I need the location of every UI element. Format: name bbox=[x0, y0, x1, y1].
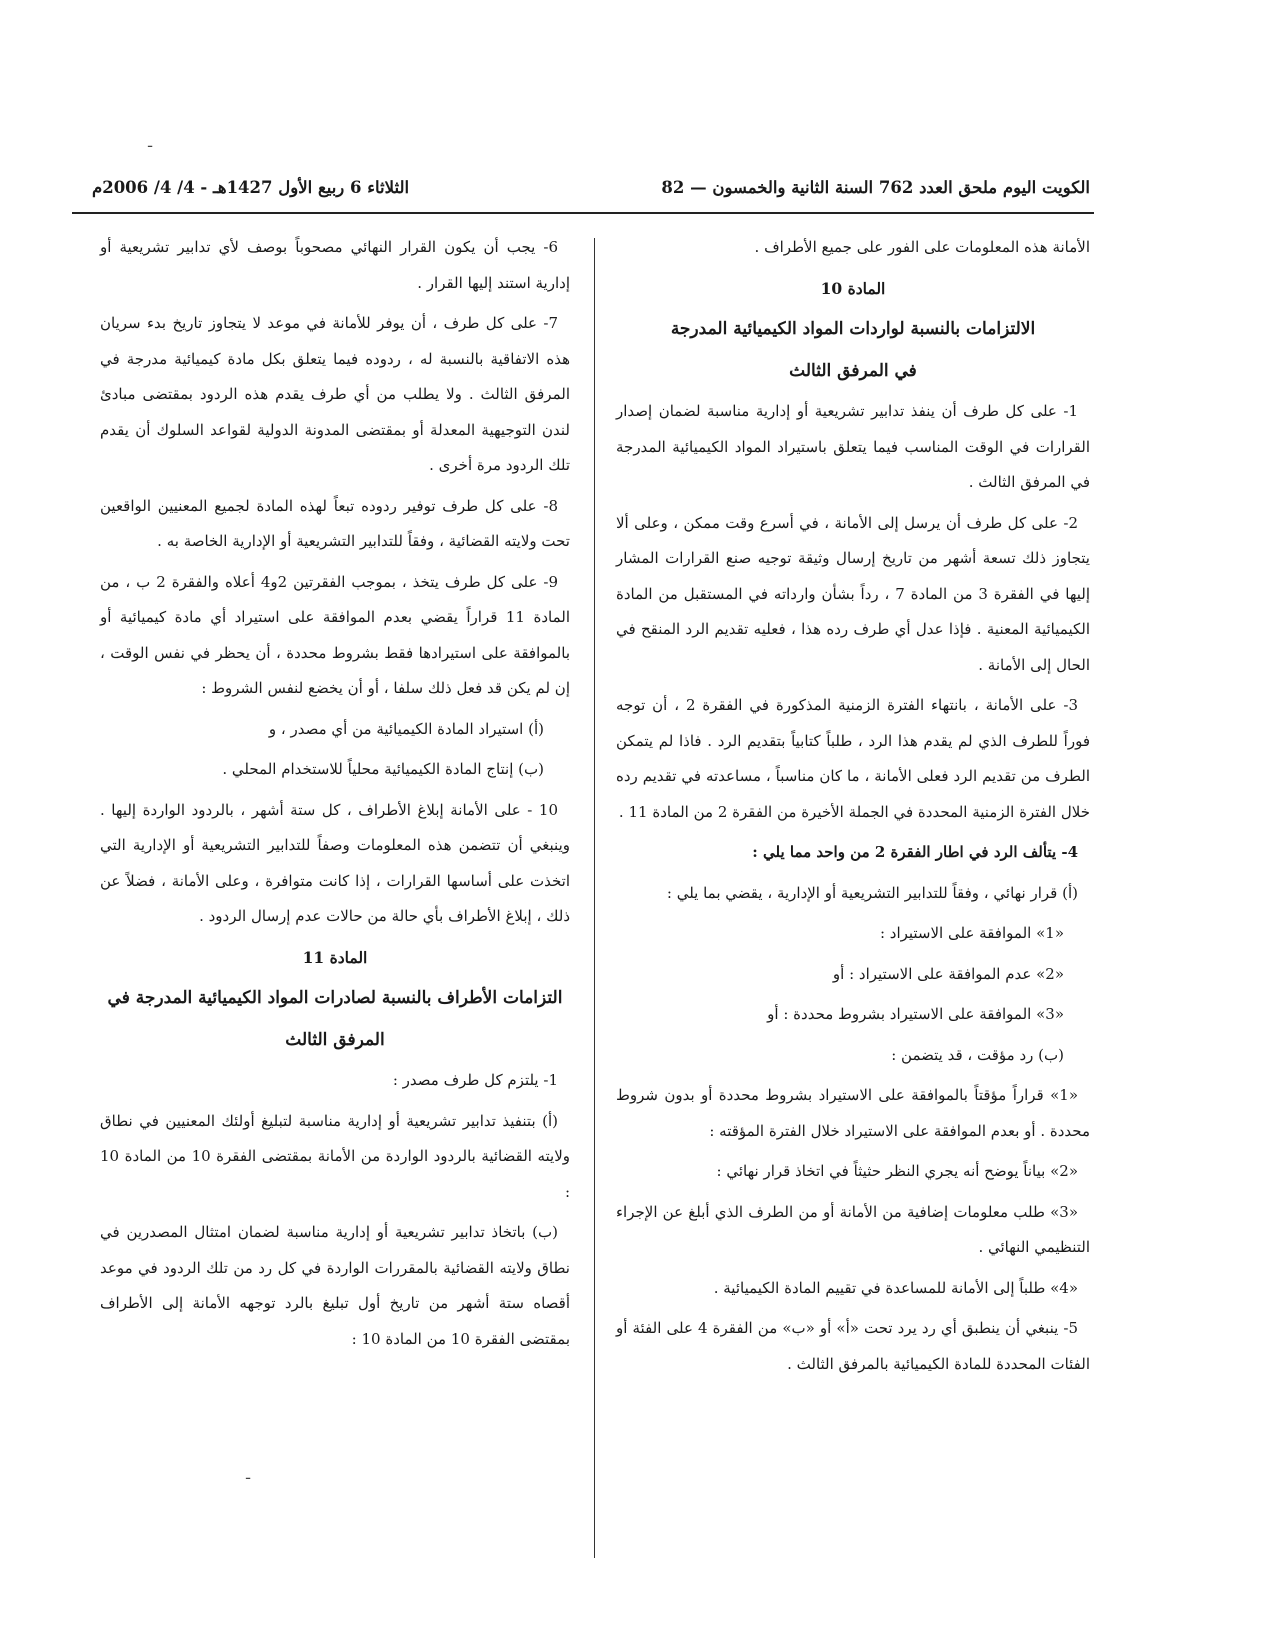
article-10-item-4b-4: «4» طلباً إلى الأمانة للمساعدة في تقييم المادة الكيميائية . bbox=[713, 1278, 1078, 1297]
article-10-item-4a-2: «2» عدم الموافقة على الاستيراد : أو bbox=[832, 964, 1064, 983]
article-11-heading-line2: المرفق الثالث bbox=[285, 1030, 385, 1050]
header-date: الثلاثاء 6 ربيع الأول 1427هـ - 4/ 4/ 2006م bbox=[92, 178, 410, 197]
left-column bbox=[100, 230, 570, 1362]
running-header bbox=[92, 178, 1090, 202]
article-10-paragraph-10: 10 - على الأمانة إبلاغ الأطراف ، كل ستة أشهر ، بالردود الواردة إليها . وينبغي أن تتضمن هذه المعلومات وصفاً للتدابير التشريعية أو الإدارية التي اتخذت على أساسها القرارات ، إذا كانت متوافرة ، وعلى الأمانة ، فضلاً عن ذلك ، إبلاغ الأطراف بأي حالة من حالات عدم إرسال الردود . bbox=[100, 800, 570, 925]
header-publication-info: الكويت اليوم ملحق العدد 762 السنة الثانية والخمسون — 82 bbox=[661, 178, 1090, 197]
article-10-item-4b-3: «3» طلب معلومات إضافية من الأمانة أو من الطرف الذي أبلغ عن الإجراء التنظيمي النهائي . bbox=[616, 1202, 1090, 1256]
article-10-heading-line2: في المرفق الثالث bbox=[789, 361, 917, 381]
article-10-item-9b: (ب) إنتاج المادة الكيميائية محلياً للاستخدام المحلي . bbox=[222, 760, 544, 778]
header-rule bbox=[72, 212, 1094, 214]
article-10-paragraph-5: 5- ينبغي أن ينطبق أي رد يرد تحت «أ» أو «ب» من الفقرة 4 على الفئة أو الفئات المحددة للمادة الكيميائية بالمرفق الثالث . bbox=[616, 1319, 1090, 1373]
article-11-title: المادة 11 bbox=[302, 947, 368, 967]
article-10-item-4b-1: «1» قراراً مؤقتاً بالموافقة على الاستيراد بشروط محددة أو بدون شروط محددة . أو بعدم الموافقة على الاستيراد خلال الفترة المؤقته : bbox=[616, 1086, 1090, 1140]
article-10-item-4b-2: «2» بياناً يوضح أنه يجري النظر حثيثاً في اتخاذ قرار نهائي : bbox=[716, 1162, 1078, 1180]
article-10-paragraph-4: 4- يتألف الرد في اطار الفقرة 2 من واحد مما يلي : bbox=[752, 843, 1078, 861]
article-10-item-4a-1: «1» الموافقة على الاستيراد : bbox=[879, 924, 1064, 942]
paragraph-continuation: الأمانة هذه المعلومات على الفور على جميع الأطراف . bbox=[754, 238, 1090, 256]
article-10-paragraph-2: 2- على كل طرف أن يرسل إلى الأمانة ، في أسرع وقت ممكن ، وعلى ألا يتجاوز ذلك تسعة أشهر من تاريخ إرسال وثيقة توجيه صنع القرارات المشار إليها في الفقرة 3 من المادة 7 ، رداً بشأن وارداته في المستقبل من المادة الكيميائية المعنية . فإذا عدل أي طرف رده هذا ، فعليه تقديم الرد المنقح في الحال إلى الأمانة . bbox=[616, 513, 1090, 674]
article-10-heading-line1: الالتزامات بالنسبة لواردات المواد الكيميائية المدرجة bbox=[670, 319, 1036, 339]
article-10-paragraph-8: 8- على كل طرف توفير ردوده تبعاً لهذه المادة لجميع المعنيين الواقعين تحت ولايته القضائية ، وفقاً للتدابير التشريعية أو الإدارية الخاصة به . bbox=[100, 496, 570, 550]
stray-mark-top: ـ bbox=[148, 135, 153, 151]
article-11-heading-line1: التزامات الأطراف بالنسبة لصادرات المواد الكيميائية المدرجة في bbox=[107, 988, 563, 1008]
article-10-paragraph-3: 3- على الأمانة ، بانتهاء الفترة الزمنية المذكورة في الفقرة 2 ، أن توجه فوراً للطرف الذي لم يقدم هذا الرد ، طلباً كتابياً بتقديم الرد . فاذا لم يتمكن الطرف من تقديم الرد فعلى الأمانة ، ما كان مناسباً ، مساعدته في تقديم رده خلال الفترة الزمنية المحددة في الجملة الأخيرة من الفقرة 2 من المادة 11 . bbox=[616, 696, 1090, 821]
article-10-paragraph-9: 9- على كل طرف يتخذ ، بموجب الفقرتين 2و4 أعلاه والفقرة 2 ب ، من المادة 11 قراراً يقضي بعدم الموافقة على استيراد أي مادة كيميائية أو بالموافقة على استيرادها فقط بشروط محددة ، أن يحظر في نفس الوقت ، إن لم يكن قد فعل ذلك سلفا ، أو أن يخضع لنفس الشروط : bbox=[100, 572, 570, 697]
article-11-item-1a: (أ) بتنفيذ تدابير تشريعية أو إدارية مناسبة لتبليغ أولئك المعنيين في نطاق ولايته القضائية بالردود الواردة من الأمانة بمقتضى الفقرة 10 من المادة 10 : bbox=[100, 1111, 571, 1201]
article-11-item-1b: (ب) باتخاذ تدابير تشريعية أو إدارية مناسبة لضمان امتثال المصدرين في نطاق ولايته القضائية بالمقررات الواردة في كل رد من تلك الردود في موعد أقصاه ستة أشهر من تاريخ أول تبليغ بالرد توجهه الأمانة إلى الأطراف بمقتضى الفقرة 10 من المادة 10 : bbox=[100, 1223, 570, 1348]
stray-mark-bottom: ـ bbox=[246, 1467, 251, 1483]
article-10-item-9a: (أ) استيراد المادة الكيميائية من أي مصدر ، و bbox=[268, 719, 544, 738]
article-10-paragraph-7: 7- على كل طرف ، أن يوفر للأمانة في موعد لا يتجاوز تاريخ بدء سريان هذه الاتفاقية بالنسبة له ، ردوده فيما يتعلق بكل مادة كيميائية مدرجة في المرفق الثالث . ولا يطلب من أي طرف يقدم هذه الردود بمقتضى مبادئ لندن التوجيهية المعدلة أو بمقتضى المدونة الدولية لقواعد السلوك أن يقدم تلك الردود مرة أخرى . bbox=[100, 314, 570, 474]
article-10-item-4a-3: «3» الموافقة على الاستيراد بشروط محددة : أو bbox=[767, 1005, 1064, 1023]
article-10-item-4b: (ب) رد مؤقت ، قد يتضمن : bbox=[891, 1045, 1064, 1064]
article-10-paragraph-1: 1- على كل طرف أن ينفذ تدابير تشريعية أو إدارية مناسبة لضمان إصدار القرارات في الوقت المناسب فيما يتعلق باستيراد المواد الكيميائية المدرجة في المرفق الثالث . bbox=[616, 402, 1090, 491]
right-column bbox=[616, 230, 1090, 1387]
article-10-paragraph-6: 6- يجب أن يكون القرار النهائي مصحوباً بوصف لأي تدابير تشريعية أو إدارية استند إليها القرار . bbox=[100, 238, 570, 292]
article-11-paragraph-1: 1- يلتزم كل طرف مصدر : bbox=[392, 1071, 558, 1089]
column-divider bbox=[594, 238, 595, 1558]
article-10-item-4a: (أ) قرار نهائي ، وفقاً للتدابير التشريعية أو الإدارية ، يقضي بما يلي : bbox=[666, 883, 1078, 902]
article-10-title: المادة 10 bbox=[820, 278, 886, 298]
